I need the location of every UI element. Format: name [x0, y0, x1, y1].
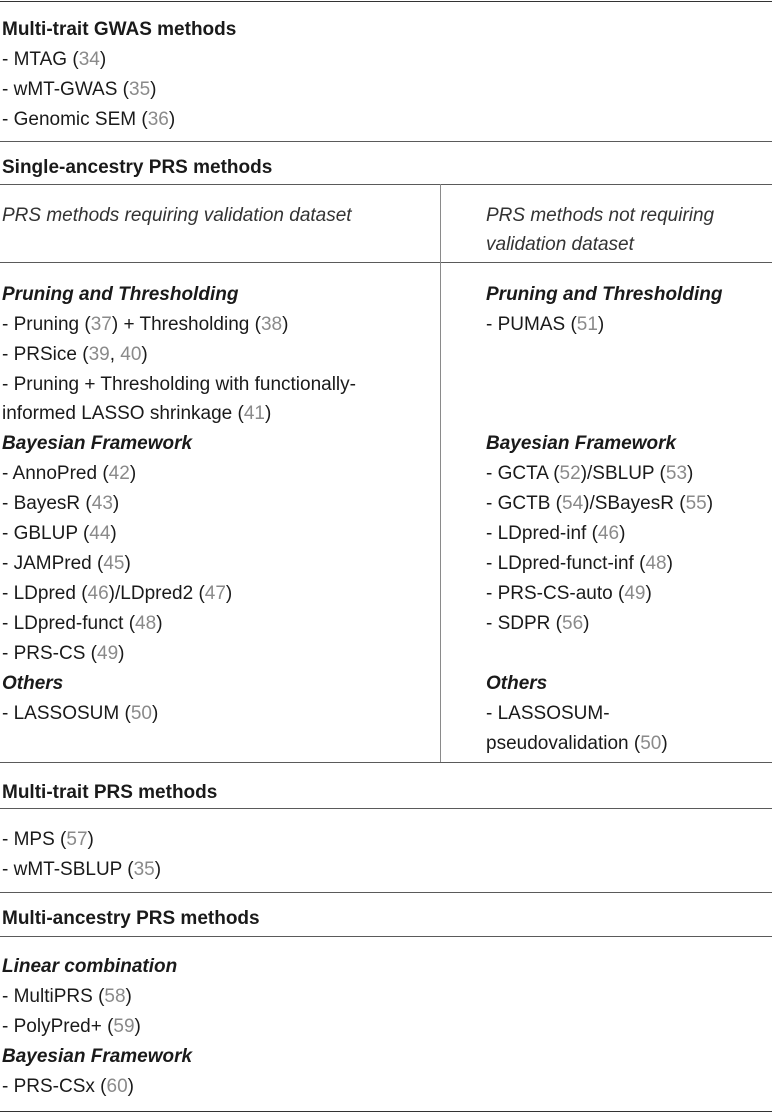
rule	[0, 808, 772, 809]
section-heading: Multi-trait GWAS methods	[2, 19, 237, 40]
citation-ref: 44	[89, 523, 111, 544]
list-item: informed LASSO shrinkage (41)	[2, 403, 272, 424]
subheading: Bayesian Framework	[2, 1046, 193, 1067]
citation-ref: 36	[147, 109, 169, 130]
subheading: Linear combination	[2, 956, 178, 977]
citation-ref: 43	[91, 493, 113, 514]
list-item: - MPS (57)	[2, 829, 94, 850]
list-item: - Pruning + Thresholding with functionally-	[2, 374, 356, 395]
citation-ref: 50	[640, 733, 662, 754]
list-item: - JAMPred (45)	[2, 553, 131, 574]
rule	[0, 892, 772, 893]
citation-ref: 56	[562, 613, 584, 634]
list-item: - GCTA (52)/SBLUP (53)	[486, 463, 694, 484]
rule-top	[0, 1, 772, 2]
citation-ref: 34	[78, 49, 100, 70]
citation-ref: 55	[685, 493, 707, 514]
citation-ref: 35	[129, 79, 151, 100]
list-item: - LDpred (46)/LDpred2 (47)	[2, 583, 233, 604]
section-heading: Multi-trait PRS methods	[2, 782, 218, 803]
rule-bottom	[0, 1111, 772, 1112]
citation-ref: 60	[106, 1076, 128, 1097]
citation-ref: 45	[103, 553, 125, 574]
column-header-right: PRS methods not requiring	[486, 205, 715, 226]
citation-ref: 49	[97, 643, 119, 664]
list-item: - PRS-CS-auto (49)	[486, 583, 652, 604]
list-item: - LDpred-funct-inf (48)	[486, 553, 673, 574]
list-item: - AnnoPred (42)	[2, 463, 137, 484]
list-item: pseudovalidation (50)	[486, 733, 668, 754]
subheading: Others	[486, 673, 548, 694]
rule	[0, 262, 772, 263]
citation-ref: 38	[260, 314, 283, 335]
citation-ref: 37	[90, 314, 112, 335]
citation-ref: 46	[597, 523, 620, 544]
citation-ref: 39	[88, 344, 110, 365]
rule	[0, 141, 772, 142]
list-item: - wMT-SBLUP (35)	[2, 859, 162, 880]
list-item: - LDpred-inf (46)	[486, 523, 626, 544]
list-item: - PRSice (39, 40)	[2, 344, 148, 365]
list-item: - GCTB (54)/SBayesR (55)	[486, 493, 714, 514]
list-item: - GBLUP (44)	[2, 523, 117, 544]
list-item: - SDPR (56)	[486, 613, 590, 634]
list-item: - Genomic SEM (36)	[2, 109, 176, 130]
subheading: Bayesian Framework	[486, 433, 677, 454]
list-item: - PUMAS (51)	[486, 314, 605, 335]
rule	[0, 762, 772, 763]
column-header-right: validation dataset	[486, 234, 634, 255]
list-item: - LASSOSUM-	[486, 703, 610, 724]
citation-ref: 57	[66, 829, 88, 850]
list-item: - wMT-GWAS (35)	[2, 79, 157, 100]
subheading: Bayesian Framework	[2, 433, 193, 454]
citation-ref: 49	[624, 583, 646, 604]
citation-ref: 47	[204, 583, 226, 604]
list-item: - PolyPred+ (59)	[2, 1016, 141, 1037]
subheading: Others	[2, 673, 64, 694]
list-item: - PRS-CS (49)	[2, 643, 125, 664]
citation-ref: 52	[559, 463, 581, 484]
subheading: Pruning and Thresholding	[2, 284, 239, 305]
section-heading: Multi-ancestry PRS methods	[2, 908, 260, 929]
list-item: - MTAG (34)	[2, 49, 107, 70]
citation-ref: 41	[243, 403, 265, 424]
citation-ref: 54	[562, 493, 584, 514]
list-item: - LASSOSUM (50)	[2, 703, 159, 724]
list-item: - Pruning (37) + Thresholding (38)	[2, 314, 289, 335]
section-heading: Single-ancestry PRS methods	[2, 157, 273, 178]
citation-ref: 46	[87, 583, 109, 604]
citation-ref: 50	[130, 703, 152, 724]
rule	[0, 184, 772, 185]
citation-ref: 58	[104, 986, 126, 1007]
citation-ref: 59	[113, 1016, 135, 1037]
column-divider	[440, 184, 441, 762]
rule	[0, 936, 772, 937]
subheading: Pruning and Thresholding	[486, 284, 723, 305]
citation-ref: 48	[645, 553, 667, 574]
list-item: - MultiPRS (58)	[2, 986, 132, 1007]
citation-ref: 35	[133, 859, 155, 880]
citation-ref: 40	[120, 344, 142, 365]
list-item: - PRS-CSx (60)	[2, 1076, 134, 1097]
column-header-left: PRS methods requiring validation dataset	[2, 205, 352, 226]
citation-ref: 51	[576, 314, 598, 335]
list-item: - BayesR (43)	[2, 493, 120, 514]
citation-ref: 42	[108, 463, 130, 484]
citation-ref: 53	[665, 463, 688, 484]
citation-ref: 48	[135, 613, 157, 634]
list-item: - LDpred-funct (48)	[2, 613, 163, 634]
